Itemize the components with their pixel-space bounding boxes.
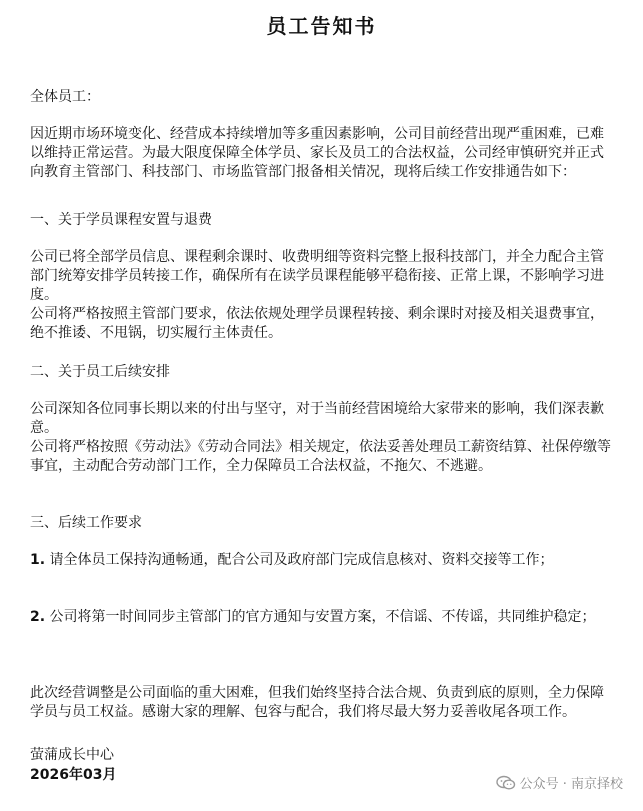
requirement-text: 公司将第一时间同步主管部门的官方通知与安置方案，不信谣、不传谣，共同维护稳定； [45,609,596,625]
watermark [496,773,623,792]
section1-heading: 一、关于学员课程安置与退费 [30,212,212,228]
salutation: 全体员工： [30,89,100,105]
requirement-number: 2. [30,609,46,625]
document-title: 员工告知书 [266,14,377,38]
section2-paragraph-1: 公司深知各位同事长期以来的付出与坚守，对于当前经营困境给大家带来的影响，我们深表歉意。 [30,401,604,436]
section2-paragraph-2: 公司将严格按照《劳动法》《劳动合同法》相关规定，依法妥善处理员工薪资结算、社保停缴等事宜，主动配合劳动部门工作，全力保障员工合法权益，不拖欠、不逃避。 [30,439,611,474]
section1-paragraph-1: 公司已将全部学员信息、课程剩余课时、收费明细等资料完整上报科技部门，并全力配合主管部门统筹安排学员转接工作，确保所有在读学员课程能够平稳衔接、正常上课，不影响学习进度。 [30,249,604,303]
requirement-text: 请全体员工保持沟通畅通，配合公司及政府部门完成信息核对、资料交接等工作； [45,552,554,568]
section1-paragraph-2: 公司将严格按照主管部门要求，依法依规处理学员课程转接、剩余课时对接及相关退费事宜，绝不推诿、不甩锅，切实履行主体责任。 [30,306,604,341]
intro-paragraph: 因近期市场环境变化、经营成本持续增加等多重因素影响，公司目前经营出现严重困难，已难以维持正常运营。为最大限度保障全体学员、家长及员工的合法权益，公司经审慎研究并正式向教育主管部门、科技部门、市场监管部门报备相关情况，现将后续工作安排通告如下： [30,126,604,180]
signature-date: 2026年03月 [30,767,117,783]
watermark-text: 公众号 · 南京择校 [519,777,623,792]
closing-paragraph: 此次经营调整是公司面临的重大困难，但我们始终坚持合法合规、负责到底的原则，全力保障学员与员工权益。感谢大家的理解、包容与配合，我们将尽最大努力妥善收尾各项工作。 [30,685,604,720]
requirement-item-2 [30,608,616,627]
wechat-icon [496,775,516,791]
section3-heading: 三、后续工作要求 [30,515,142,531]
signature-org: 萤蒲成长中心 [30,747,114,763]
section2-heading: 二、关于员工后续安排 [30,364,170,380]
requirement-number: 1. [30,552,46,568]
requirement-item-1 [30,551,616,570]
